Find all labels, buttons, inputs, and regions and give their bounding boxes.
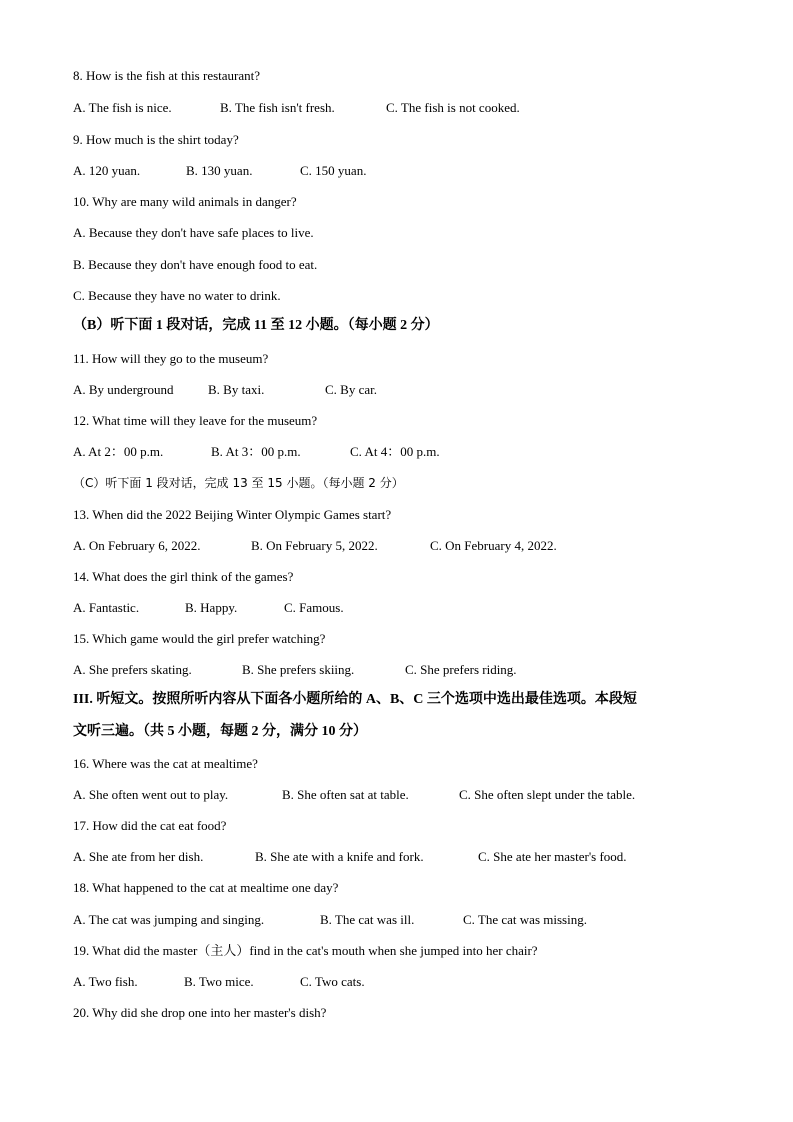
answer-option: B. Happy. <box>185 600 238 615</box>
question-text: A. Because they don't have safe places to live. <box>73 225 314 240</box>
answer-option: A. At 2：00 p.m. <box>73 444 164 459</box>
question-text: 17. How did the cat eat food? <box>73 818 227 833</box>
question-text: 11. How will they go to the museum? <box>73 351 269 366</box>
answer-option: C. She often slept under the table. <box>459 787 636 802</box>
answer-option: A. Fantastic. <box>73 600 140 615</box>
question-text: 13. When did the 2022 Beijing Winter Olympic Games start? <box>73 507 392 522</box>
question-text: 12. What time will they leave for the museum? <box>73 413 318 428</box>
answer-option: B. The fish isn't fresh. <box>220 100 335 115</box>
answer-option: C. She prefers riding. <box>405 662 517 677</box>
answer-option: B. The cat was ill. <box>320 912 415 927</box>
question-text: 16. Where was the cat at mealtime? <box>73 756 258 771</box>
question-text: 20. Why did she drop one into her master's dish? <box>73 1005 327 1020</box>
answer-option: A. She prefers skating. <box>73 662 192 677</box>
section-heading: （B）听下面 1 段对话，完成 11 至 12 小题。（每小题 2 分） <box>73 318 439 333</box>
answer-option: A. 120 yuan. <box>73 163 141 178</box>
answer-option: A. The fish is nice. <box>73 100 172 115</box>
answer-option: B. By taxi. <box>208 382 265 397</box>
section-heading: （C）听下面 1 段对话，完成 13 至 15 小题。（每小题 2 分） <box>73 476 404 490</box>
answer-option: B. She prefers skiing. <box>242 662 355 677</box>
question-text: C. Because they have no water to drink. <box>73 288 281 303</box>
answer-option: A. The cat was jumping and singing. <box>73 912 265 927</box>
answer-option: C. On February 4, 2022. <box>430 538 557 553</box>
answer-option: C. She ate her master's food. <box>478 849 627 864</box>
answer-option: C. Famous. <box>284 600 344 615</box>
question-text: 18. What happened to the cat at mealtime one day? <box>73 880 339 895</box>
answer-option: A. She often went out to play. <box>73 787 229 802</box>
answer-option: A. She ate from her dish. <box>73 849 204 864</box>
section-heading: 文听三遍。（共 5 小题，每题 2 分，满分 10 分） <box>73 724 367 739</box>
answer-option: B. She often sat at table. <box>282 787 409 802</box>
question-text: 19. What did the master（主人）find in the cat's mouth when she jumped into her chair? <box>73 943 538 958</box>
answer-option: A. By underground <box>73 382 174 397</box>
question-text: B. Because they don't have enough food to eat. <box>73 257 318 272</box>
answer-option: B. She ate with a knife and fork. <box>255 849 424 864</box>
answer-option: A. On February 6, 2022. <box>73 538 201 553</box>
question-text: 15. Which game would the girl prefer watching? <box>73 631 326 646</box>
answer-option: B. On February 5, 2022. <box>251 538 378 553</box>
answer-option: C. 150 yuan. <box>300 163 367 178</box>
answer-option: C. The fish is not cooked. <box>386 100 520 115</box>
answer-option: B. Two mice. <box>184 974 254 989</box>
answer-option: A. Two fish. <box>73 974 138 989</box>
question-text: 10. Why are many wild animals in danger? <box>73 194 297 209</box>
answer-option: B. 130 yuan. <box>186 163 253 178</box>
answer-option: C. The cat was missing. <box>463 912 587 927</box>
answer-option: C. Two cats. <box>300 974 365 989</box>
answer-option: C. At 4：00 p.m. <box>350 444 440 459</box>
answer-option: B. At 3：00 p.m. <box>211 444 301 459</box>
section-heading: III. 听短文。按照所听内容从下面各小题所给的 A、B、C 三个选项中选出最佳选项。本段短 <box>73 692 637 707</box>
question-text: 8. How is the fish at this restaurant? <box>73 68 261 83</box>
question-text: 9. How much is the shirt today? <box>73 132 239 147</box>
answer-option: C. By car. <box>325 382 377 397</box>
question-text: 14. What does the girl think of the games? <box>73 569 294 584</box>
